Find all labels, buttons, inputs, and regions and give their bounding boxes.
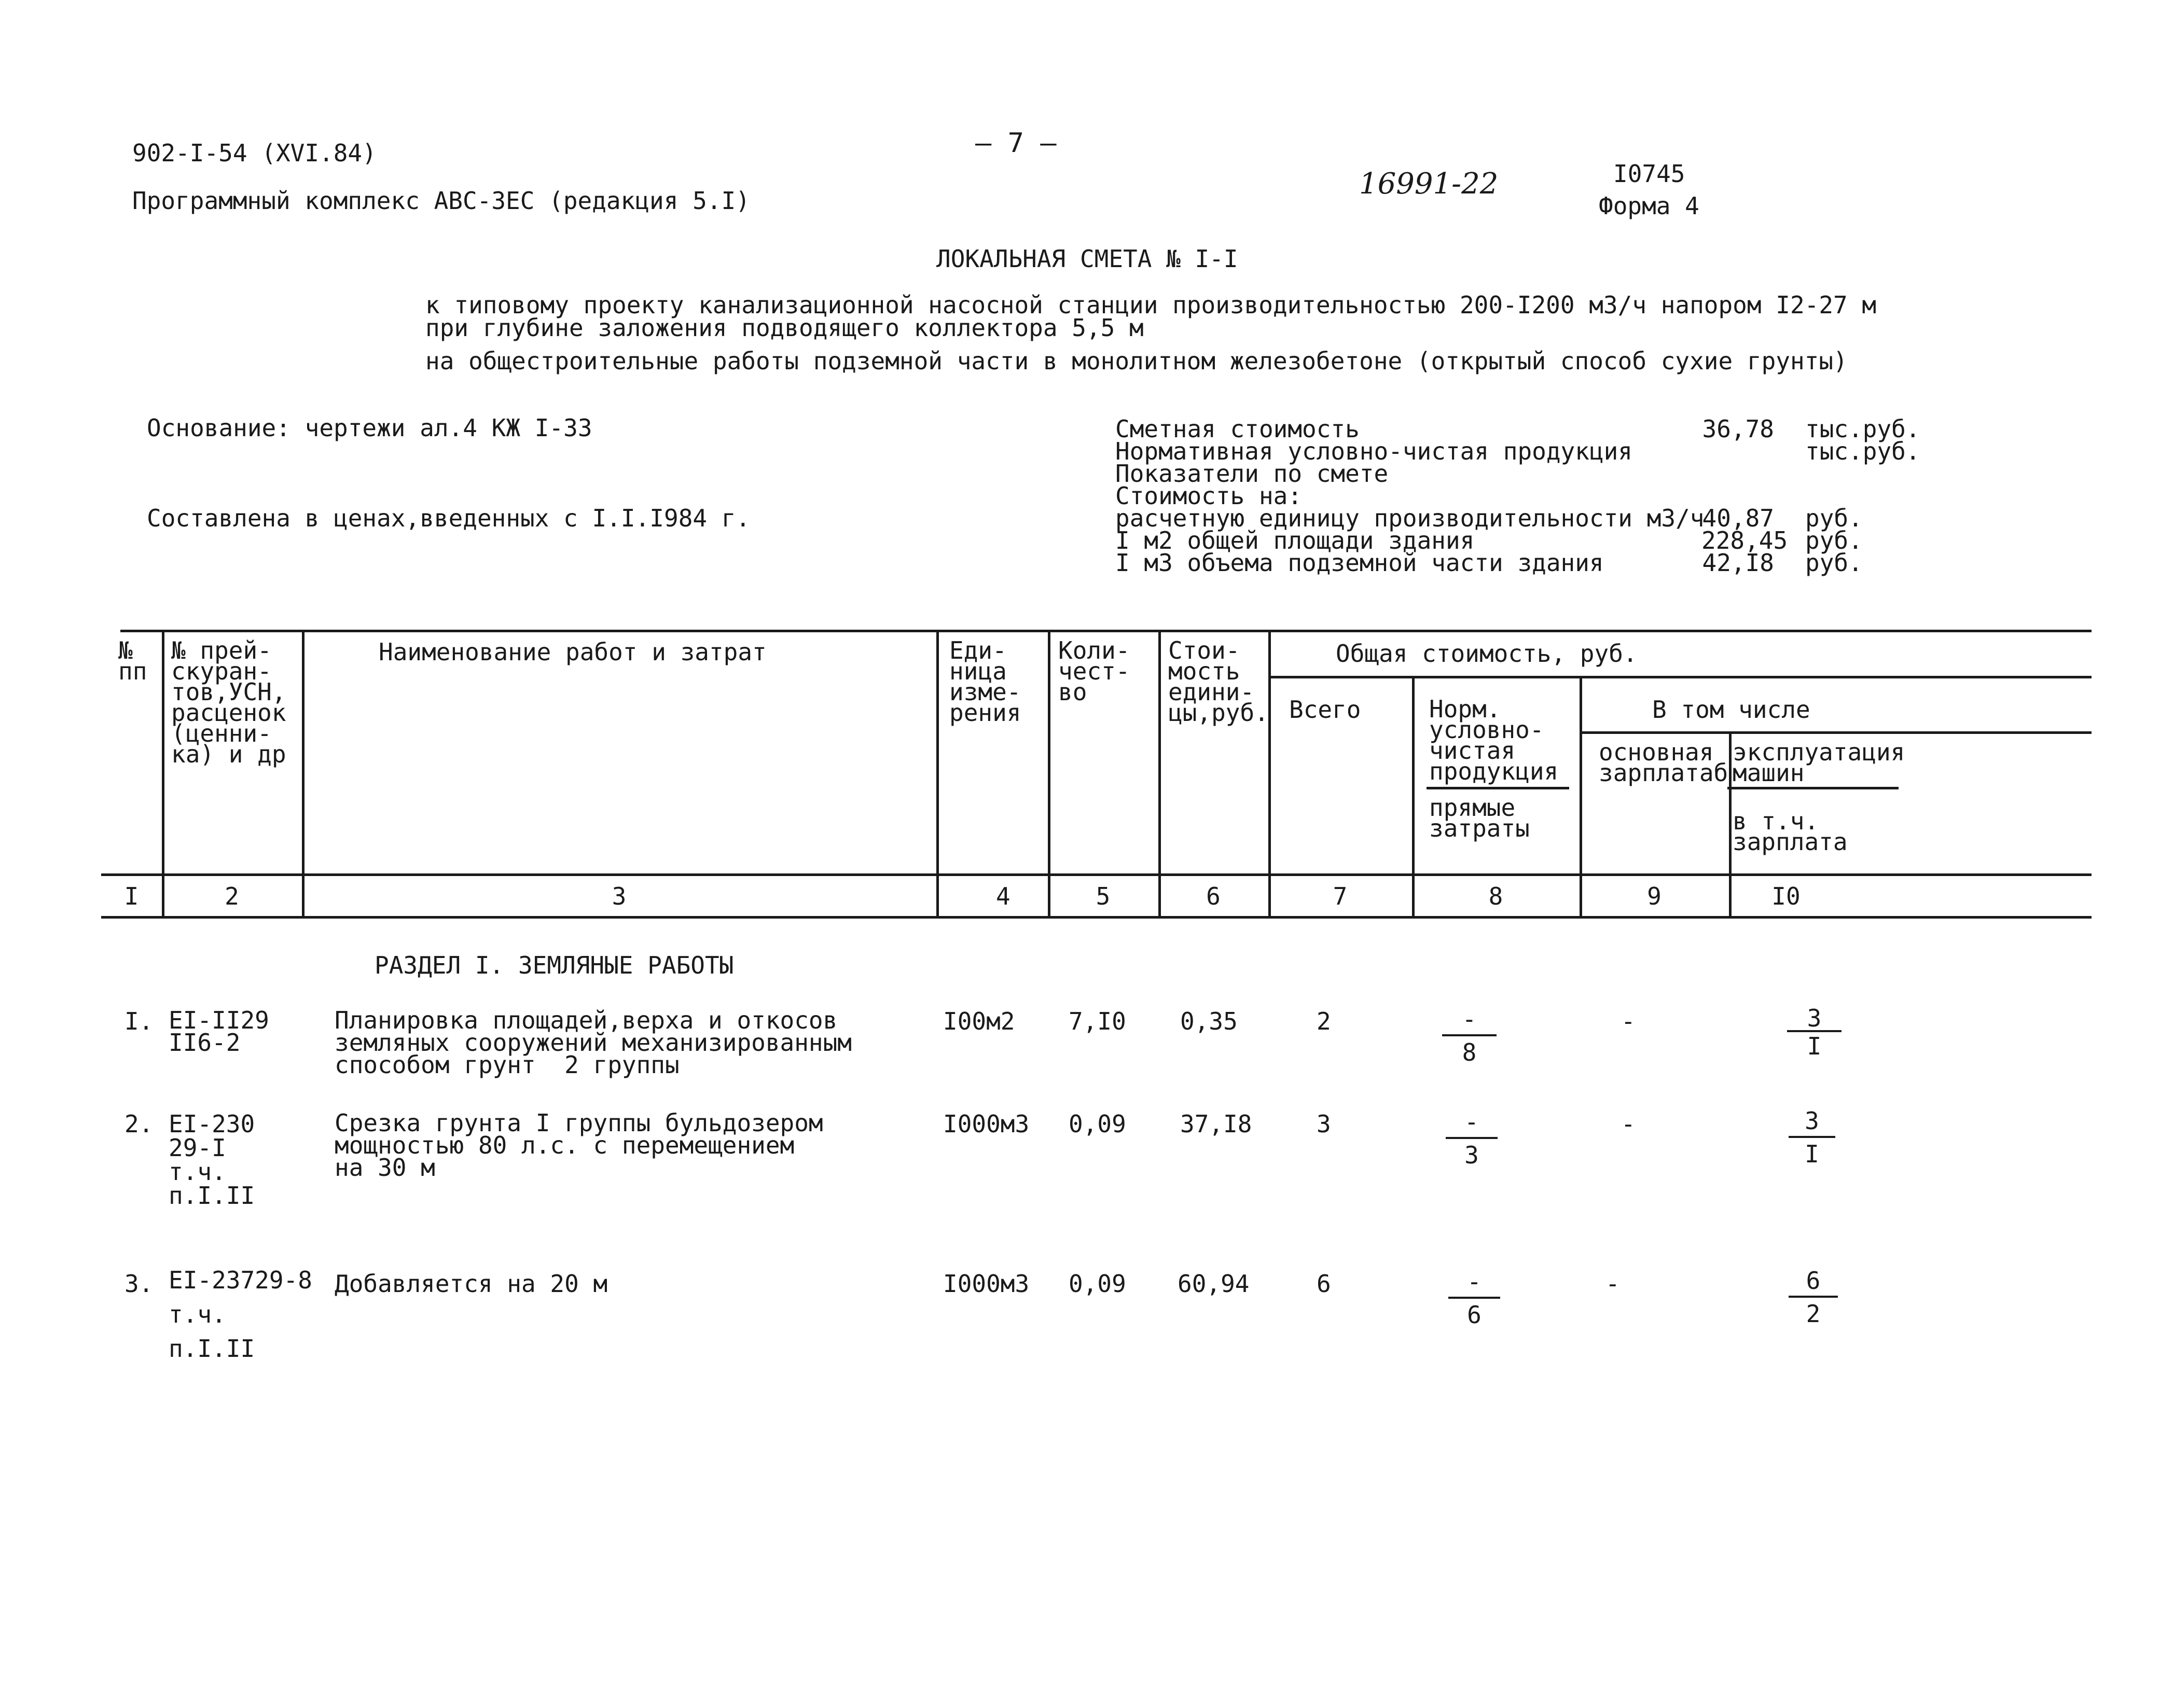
fraction-numerator: 3: [1805, 1107, 1819, 1135]
column-number: 2: [225, 882, 239, 910]
row-price-code: ЕI-230 29-I т.ч. п.I.II: [169, 1110, 255, 1210]
row-price-code: ЕI-23729-8 т.ч. п.I.II: [169, 1266, 312, 1363]
col-divider-5: [1158, 630, 1161, 916]
section-title: РАЗДЕЛ I. ЗЕМЛЯНЫЕ РАБОТЫ: [375, 951, 734, 979]
row-work-name: Добавляется на 20 м: [335, 1270, 608, 1298]
header-price-reference: № прей- скуран- тов,УСН, расценок (ценни- ка) и др: [171, 636, 286, 768]
fraction-denominator: I: [1805, 1140, 1819, 1168]
column-number: 8: [1488, 882, 1503, 910]
row-net-production-fraction: [1448, 1270, 1500, 1327]
fraction-numerator: -: [1462, 1005, 1477, 1033]
header-unit-cost: Стои- мость едини- цы,руб.: [1168, 636, 1269, 727]
group-header-rule: [1268, 676, 2092, 678]
column-number: 9: [1647, 882, 1661, 910]
fraction-denominator: I: [1807, 1032, 1822, 1060]
row-number: 3.: [124, 1270, 154, 1298]
form-number: Форма 4: [1599, 192, 1699, 220]
software-name: Программный комплекс АВС-ЗЕС (редакция 5.I): [132, 187, 750, 215]
sub-header-rule: [1580, 731, 2092, 734]
row-unit-cost: 0,35: [1180, 1007, 1238, 1035]
handwritten-number: 16991-22: [1359, 167, 1499, 201]
fraction-bar: [1442, 1034, 1497, 1036]
column-number: 6: [1206, 882, 1221, 910]
price-base: Составлена в ценах,введенных с I.I.I984 г.: [147, 504, 751, 532]
document-id: I0745: [1613, 160, 1685, 188]
row-number: I.: [124, 1007, 154, 1035]
row-unit-cost: 60,94: [1178, 1270, 1250, 1298]
title-line-depth: при глубине заложения подводящего коллектора 5,5 м: [425, 314, 1144, 342]
header-unit: Еди- ница изме- рения: [949, 636, 1021, 727]
title-line-works: на общестроительные работы подземной части в монолитном железобетоне (открытый способ сухие грунты): [425, 347, 1848, 375]
fraction-denominator: 8: [1462, 1038, 1477, 1066]
cost-indicator-units: тыс.руб. тыс.руб. руб. руб. руб.: [1805, 415, 1920, 577]
header-machine-operation: эксплуатация машин: [1733, 738, 1905, 787]
row-work-name: Планировка площадей,верха и откосов земляных сооружений механизированным способом грунт 2 группы: [335, 1006, 852, 1079]
cost-indicator-values: 36,78 40,87 228,45 42,I8: [1701, 415, 1788, 577]
row-number: 2.: [124, 1110, 154, 1138]
page-number: — 7 —: [975, 128, 1057, 159]
header-incl-salary: в т.ч. зарплата: [1733, 807, 1848, 856]
row-machine-fraction: [1787, 1006, 1841, 1058]
header-net-production: Норм. условно- чистая продукция: [1429, 695, 1559, 785]
col-divider-2: [302, 630, 304, 916]
row-machine-fraction: [1789, 1109, 1835, 1166]
column-number: 3: [612, 882, 627, 910]
row-net-production-fraction: [1442, 1007, 1497, 1064]
column-numbers-rule: [101, 916, 2092, 919]
cost-indicator-labels: Сметная стоимость Нормативная условно-чистая продукция Показатели по смете Стоимость на: расчетную единицу производительности м3/ч I м2 общей площади здания I м3 объема подземной части здания: [1115, 415, 1705, 577]
fraction-numerator: -: [1464, 1108, 1479, 1136]
row-machine-fraction: [1789, 1269, 1838, 1326]
row-unit: I00м2: [943, 1007, 1015, 1035]
header-row-number: № пп: [118, 636, 147, 685]
row-quantity: 0,09: [1069, 1110, 1126, 1138]
row-price-code: ЕI-II29 II6-2: [169, 1006, 269, 1057]
row-base-salary: -: [1621, 1007, 1636, 1035]
title-line-project: к типовому проекту канализационной насосной станции производительностью 200-I200 м3/ч напором I2-27 м: [425, 291, 1877, 319]
column-number: 5: [1096, 882, 1111, 910]
header-bottom-rule: [101, 873, 2092, 876]
fraction-bar: [1448, 1297, 1500, 1299]
column-number: I: [124, 882, 139, 910]
fraction-bar: [1789, 1136, 1835, 1138]
fraction-bar: [1789, 1296, 1838, 1298]
table-top-rule: [120, 630, 2092, 632]
column-number: 7: [1333, 882, 1348, 910]
fraction-numerator: 3: [1807, 1004, 1822, 1032]
fraction-denominator: 6: [1467, 1301, 1481, 1329]
row-total: 6: [1317, 1270, 1331, 1298]
header-direct-costs: прямые затраты: [1429, 794, 1530, 842]
col-divider-4: [1048, 630, 1050, 916]
header-base-salary: основная зарплатаб: [1599, 738, 1728, 787]
document-code: 902-I-54 (XVI.84): [132, 139, 377, 167]
header-total: Всего: [1289, 696, 1361, 724]
col-divider-8: [1580, 676, 1582, 916]
col-divider-1: [162, 630, 164, 916]
estimate-basis: Основание: чертежи ал.4 КЖ I-33: [147, 414, 592, 442]
row-total: 2: [1317, 1007, 1331, 1035]
row-quantity: 0,09: [1069, 1270, 1126, 1298]
header-work-name: Наименование работ и затрат: [379, 638, 767, 666]
row-quantity: 7,I0: [1069, 1007, 1126, 1035]
row-net-production-fraction: [1446, 1110, 1498, 1167]
column-number: I0: [1771, 882, 1801, 910]
header-total-cost-group: Общая стоимость, руб.: [1336, 640, 1638, 668]
header-quantity: Коли- чест- во: [1058, 636, 1130, 706]
row-work-name: Срезка грунта I группы бульдозером мощностью 80 л.с. с перемещением на 30 м: [335, 1109, 823, 1182]
col10-split-rule: [1727, 787, 1899, 789]
fraction-numerator: -: [1467, 1268, 1481, 1296]
row-base-salary: -: [1605, 1270, 1620, 1298]
column-number: 4: [996, 882, 1010, 910]
fraction-denominator: 3: [1464, 1141, 1479, 1169]
fraction-denominator: 2: [1806, 1300, 1821, 1328]
col-divider-7: [1412, 676, 1415, 916]
fraction-numerator: 6: [1806, 1267, 1821, 1295]
row-unit: I000м3: [943, 1270, 1030, 1298]
row-unit: I000м3: [943, 1110, 1030, 1138]
col8-split-rule: [1427, 787, 1569, 789]
header-including-group: В том числе: [1652, 696, 1810, 724]
row-unit-cost: 37,I8: [1180, 1110, 1252, 1138]
estimate-title: ЛОКАЛЬНАЯ СМЕТА № I-I: [936, 245, 1238, 273]
fraction-bar: [1446, 1137, 1498, 1139]
row-total: 3: [1317, 1110, 1331, 1138]
col-divider-3: [936, 630, 939, 916]
row-base-salary: -: [1621, 1110, 1636, 1138]
